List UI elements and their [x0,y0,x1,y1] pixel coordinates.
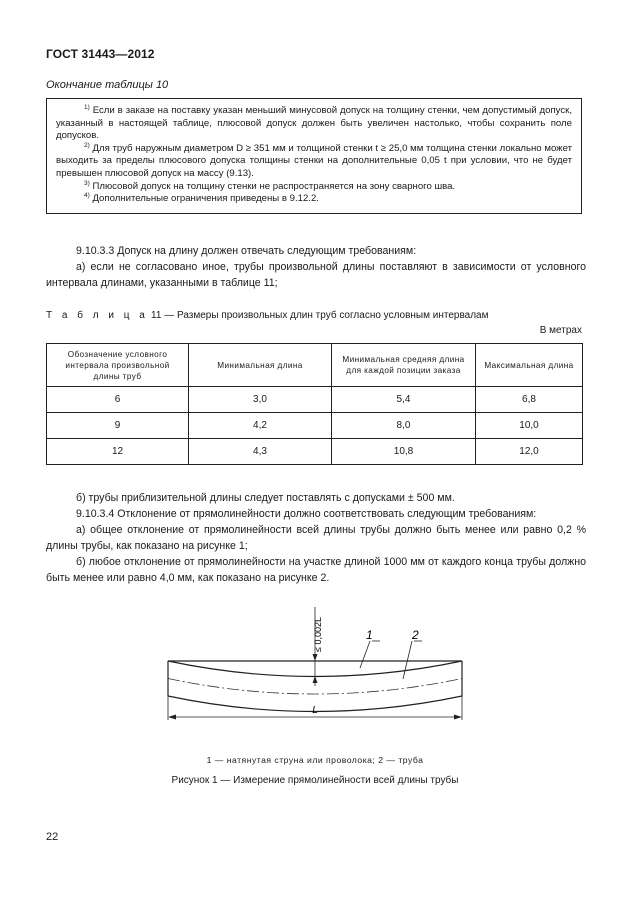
table-title: 11 — Размеры произвольных длин труб согласно условным интервалам [148,310,489,321]
deviation-label: ≤ 0,002L [313,617,323,652]
column-header: Минимальная длина [189,344,332,387]
paragraph: 9.10.3.3 Допуск на длину должен отвечать следующим требованиям: [76,245,417,257]
footnote-1 [56,105,572,143]
arrowhead-left [168,715,176,720]
footnote-text: Плюсовой допуск на толщину стенки не распространяется на зону сварного шва. [89,180,456,192]
table-cell: 12,0 [476,439,583,465]
callout-leader-2 [403,641,412,679]
column-header: Обозначение условного интервала произвольной длины труб [47,344,189,387]
footnote-2 [56,143,572,181]
table-label: Т а б л и ц а [46,310,149,321]
section-straightness [46,490,586,586]
footnote-text: Если в заказе на поставку указан меньший минусовой допуск на толщину стенки, чем допустимый допуск, указанный в настоящей таблице, плюсовой допуск должен быть увеличен настолько, чтобы сохранить поле допусков. [56,105,572,142]
callout-number-2: 2 [412,628,419,642]
table-cell: 4,3 [189,439,332,465]
table-cell: 6 [47,387,189,413]
table-cell: 10,0 [476,413,583,439]
table-row [47,387,583,413]
footnote-mark: 2) [84,141,90,149]
lengths-table [46,343,583,465]
footnote-text: Дополнительные ограничения приведены в 9.12.2. [89,193,319,205]
footnote-4 [56,193,572,206]
table-cell: 12 [47,439,189,465]
paragraph: б) трубы приблизительной длины следует поставлять с допусками ± 500 мм. [76,492,455,504]
footnote-mark: 4) [84,192,90,200]
column-header: Минимальная средняя длина для каждой позиции заказа [332,344,476,387]
column-header: Максимальная длина [476,344,583,387]
footnote-mark: 3) [84,179,90,187]
table-row [47,439,583,465]
length-label: L [312,705,318,716]
arrowhead-down [313,654,318,661]
table-footnotes-box [46,98,582,214]
table-cell: 9 [47,413,189,439]
footnote-3 [56,181,572,194]
table-cell: 5,4 [332,387,476,413]
table-cell: 3,0 [189,387,332,413]
figure-caption: Рисунок 1 — Измерение прямолинейности всей длины трубы [171,775,459,786]
paragraph: б) любое отклонение от прямолинейности на участке длиной 1000 мм от каждого конца трубы должно быть менее или равно 4,0 мм, как показано на рисунке 2. [46,556,586,584]
callout-number-1: 1 [366,628,373,642]
section-length-tolerance [46,243,586,291]
page-number: 22 [46,831,59,843]
paragraph: 9.10.3.4 Отклонение от прямолинейности должно соответствовать следующим требованиям: [76,508,537,520]
table-cell: 4,2 [189,413,332,439]
table-caption [46,310,489,321]
table-row [47,413,583,439]
table-units: В метрах [539,325,582,336]
table-header-row [47,344,583,387]
table-cell: 10,8 [332,439,476,465]
pipe-diagram [160,604,470,734]
table-cell: 8,0 [332,413,476,439]
table-continuation-caption: Окончание таблицы 10 [46,79,169,91]
figure-legend: 1 — натянутая струна или проволока; 2 — труба [206,755,424,765]
paragraph: а) если не согласовано иное, трубы произвольной длины поставляют в зависимости от условного интервала длинами, указанными в таблице 11; [46,261,586,289]
footnote-mark: 1) [84,104,90,111]
paragraph: а) общее отклонение от прямолинейности всей длины трубы должно быть менее или равно 0,2 % длины трубы, как показано на рисунке 1; [46,524,586,552]
document-header: ГОСТ 31443—2012 [46,47,155,61]
footnote-text: Для труб наружным диаметром D ≥ 351 мм и толщиной стенки t ≥ 25,0 мм толщина стенки локально может выходить за пределы плюсового допуска толщины стенки на дополнительные 0,05 t при условии, что не будет превышен плюсовой допуск на массу (9.13). [56,142,572,179]
table-cell: 6,8 [476,387,583,413]
figure-straightness-diagram [160,604,470,739]
callout-leader-1 [360,641,370,668]
arrowhead-right [454,715,462,720]
